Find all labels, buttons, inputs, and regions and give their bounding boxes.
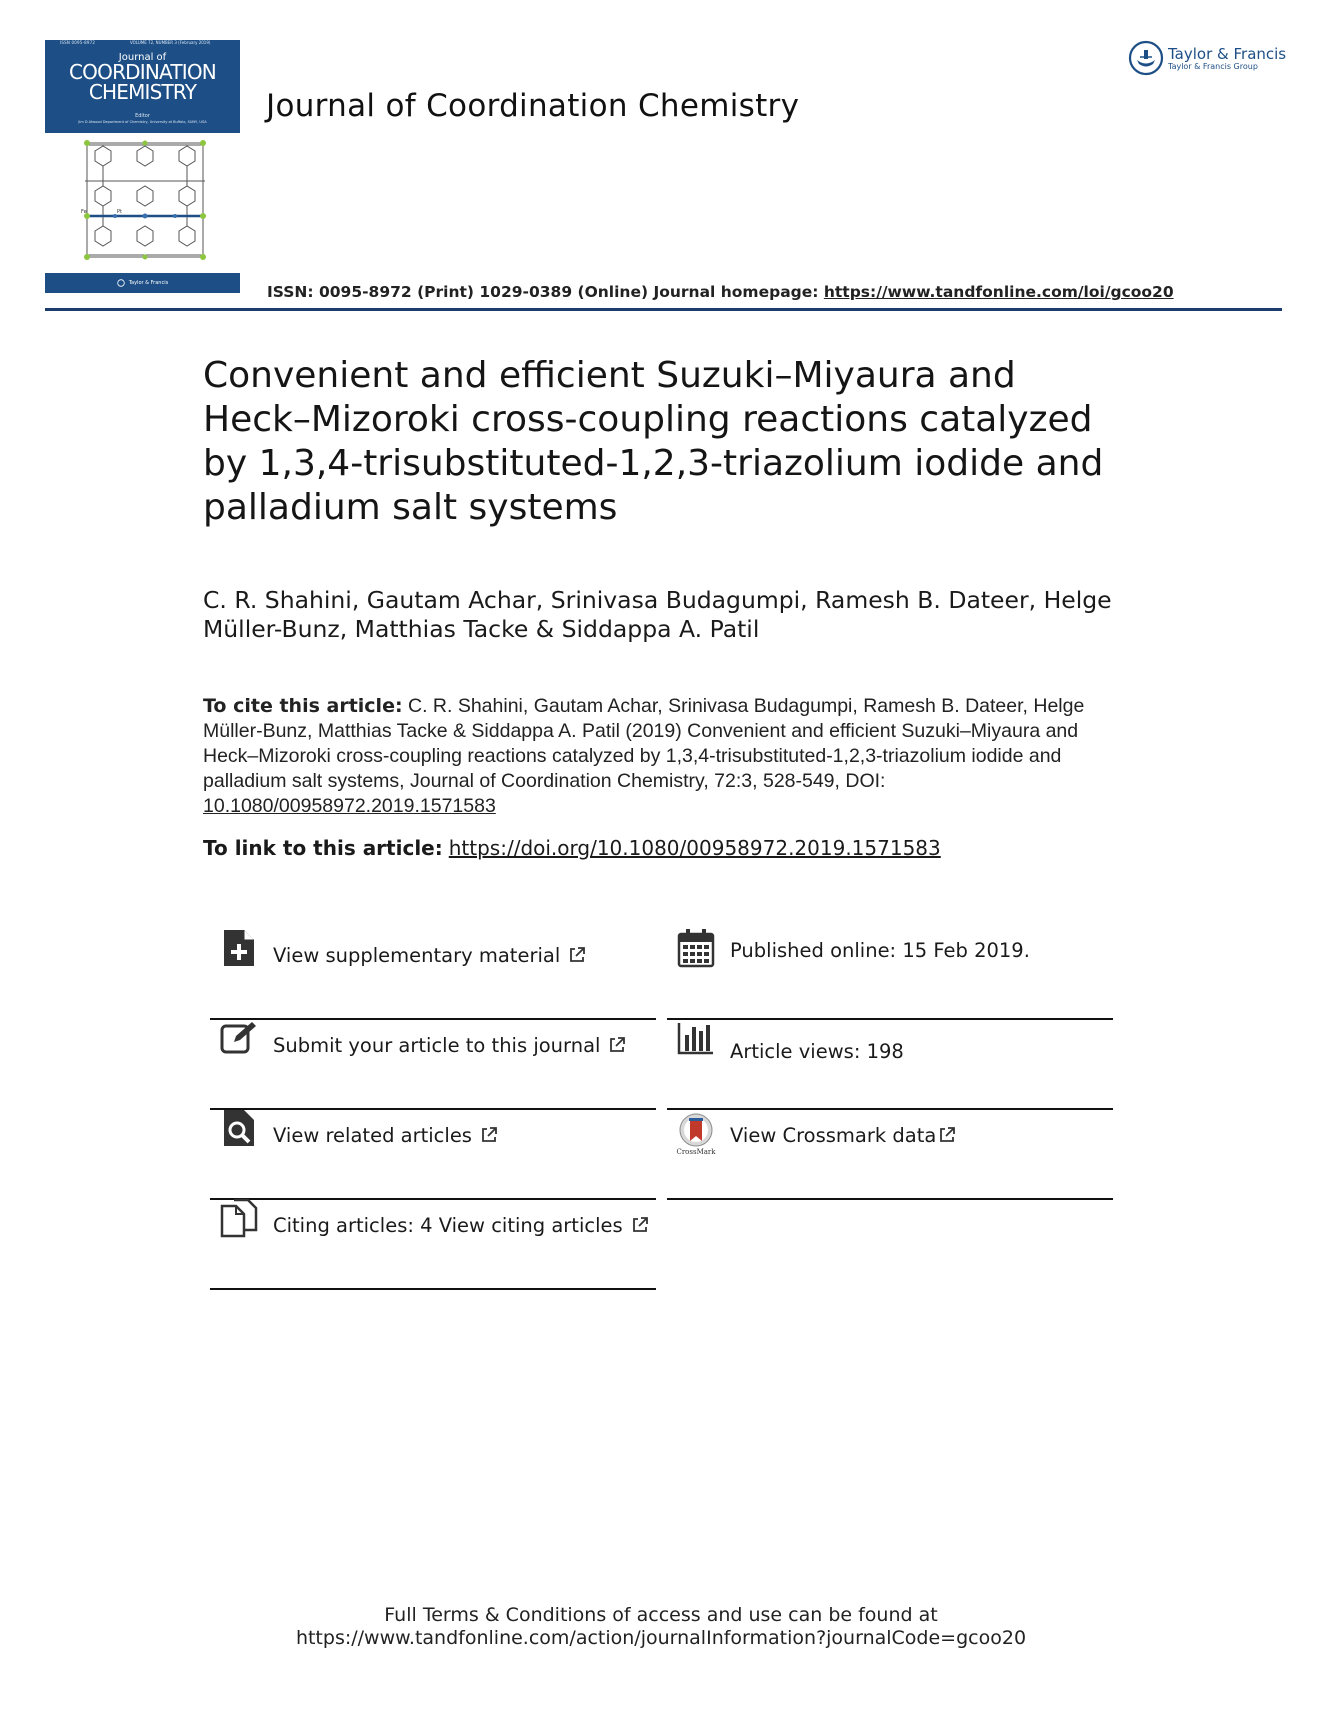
supplementary-material-row[interactable] (210, 928, 656, 1020)
issn-text: ISSN: 0095-8972 (Print) 1029-0389 (Online) Journal homepage: (267, 283, 824, 301)
publisher-name: Taylor & Francis (1168, 44, 1287, 63)
molecule-structure-icon (45, 133, 240, 273)
cover-art-label-pt: Pt (117, 209, 122, 215)
citation-label: To cite this article: (203, 695, 403, 717)
article-views-row (667, 1018, 1113, 1110)
taylor-francis-icon (1128, 40, 1164, 76)
document-search-icon (220, 1108, 258, 1148)
crossmark-caption: CrossMark (676, 1148, 716, 1156)
external-link-icon (631, 1216, 649, 1234)
article-link-line (203, 836, 941, 860)
external-link-icon (480, 1126, 498, 1144)
publisher-group: Taylor & Francis Group (1168, 61, 1258, 71)
cover-banner (45, 40, 240, 133)
related-articles-row[interactable] (210, 1108, 656, 1200)
related-articles-label: View related articles (273, 1124, 472, 1147)
crossmark-icon (677, 1108, 715, 1160)
copy-documents-icon (220, 1198, 258, 1238)
article-doi-url[interactable]: https://doi.org/10.1080/00958972.2019.1571583 (448, 836, 941, 860)
cover-footer (45, 273, 240, 293)
header-divider (45, 308, 1282, 311)
issn-line (267, 283, 1174, 301)
article-link-label: To link to this article: (203, 836, 443, 860)
external-link-icon (608, 1036, 626, 1054)
calendar-icon (677, 928, 715, 968)
citation-block (203, 694, 1133, 819)
cover-molecule-illustration (45, 133, 240, 273)
cover-art-label-fe: Fe (81, 209, 87, 215)
cover-title (45, 62, 240, 102)
footer-terms: Full Terms & Conditions of access and use can be found at (384, 1604, 938, 1626)
cover-issn: ISSN 0095-8972 (60, 40, 96, 45)
cover-footer-brand: Taylor & Francis (128, 280, 169, 286)
cover-title-line2: CHEMISTRY (88, 80, 197, 104)
journal-cover (45, 40, 240, 293)
bar-chart-icon (677, 1018, 715, 1058)
cover-volume: VOLUME 72, NUMBER 3 (February 2019) (130, 40, 211, 45)
article-title: Convenient and efficient Suzuki–Miyaura and Heck–Mizoroki cross-coupling reactions catalyzed by 1,3,4-trisubstituted-1,2,3-triazolium iodide and palladium salt systems (203, 355, 1104, 528)
journal-title: Journal of Coordination Chemistry (266, 88, 800, 124)
citing-articles-row[interactable] (210, 1198, 656, 1290)
published-online-row (667, 928, 1113, 1020)
citation-doi-link[interactable]: 10.1080/00958972.2019.1571583 (203, 795, 496, 817)
cover-editor-label: Editor (135, 113, 150, 119)
external-link-icon (568, 946, 586, 964)
citing-articles-label: Citing articles: 4 View citing articles (273, 1214, 623, 1237)
cover-title-line1: COORDINATION (69, 60, 216, 84)
crossmark-label: View Crossmark data (730, 1124, 937, 1147)
external-link-icon (938, 1126, 956, 1144)
supplementary-label: View supplementary material (273, 944, 561, 967)
edit-pencil-icon (220, 1018, 258, 1058)
submit-article-label: Submit your article to this journal (273, 1034, 601, 1057)
document-plus-icon (220, 928, 258, 968)
cover-editor-name: Jim D Atwood Department of Chemistry, University at Buffalo, SUNY, USA (78, 120, 207, 124)
cover-journal-of: Journal of (118, 52, 167, 63)
article-views-label: Article views: 198 (730, 1040, 904, 1063)
citation-text: C. R. Shahini, Gautam Achar, Srinivasa Budagumpi, Ramesh B. Dateer, Helge Müller-Bunz, Matthias Tacke & Siddappa A. Patil (2019) Convenient and efficient Suzuki–Miyaura and Heck–Mizoroki cross-coupling reactions catalyzed by 1,3,4-trisubstituted-1,2,3-triazolium iodide and palladium salt systems, Journal of Coordination Chemistry, 72:3, 528-549, DOI: (203, 695, 1085, 792)
published-online-label: Published online: 15 Feb 2019. (730, 939, 1030, 962)
submit-article-row[interactable] (210, 1018, 656, 1110)
crossmark-row[interactable] (667, 1108, 1113, 1200)
journal-homepage-link[interactable]: https://www.tandfonline.com/loi/gcoo20 (823, 283, 1174, 301)
footer-terms-url[interactable]: https://www.tandfonline.com/action/journalInformation?journalCode=gcoo20 (295, 1627, 1027, 1649)
cover-footer-logo-icon (117, 279, 125, 287)
article-authors: C. R. Shahini, Gautam Achar, Srinivasa Budagumpi, Ramesh B. Dateer, Helge Müller-Bunz, Matthias Tacke & Siddappa A. Patil (203, 586, 1112, 643)
publisher-logo[interactable] (1128, 40, 1286, 76)
